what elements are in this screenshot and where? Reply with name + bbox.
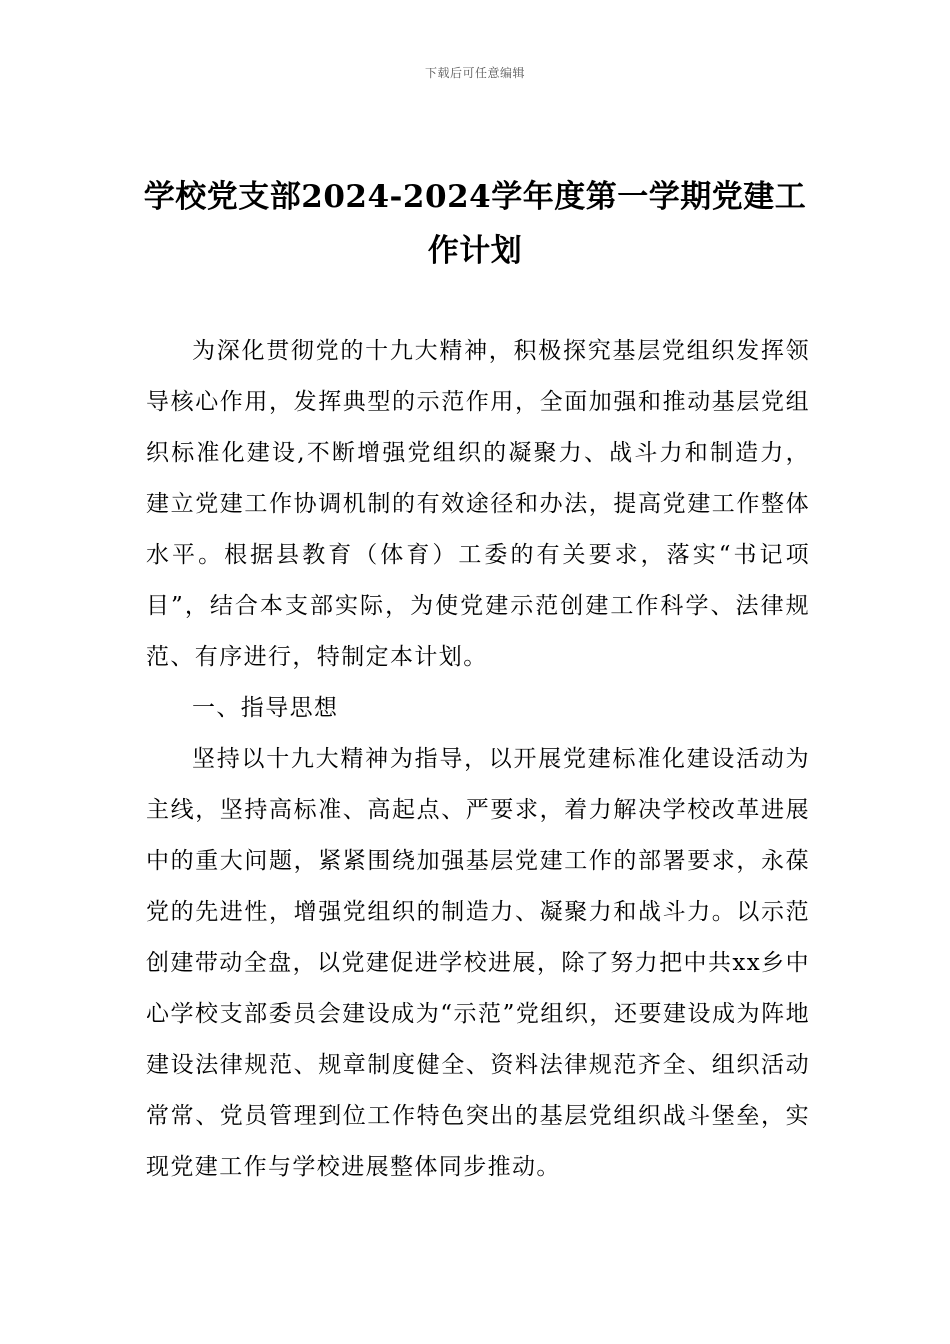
page-header-note: 下载后可任意编辑 <box>424 66 525 80</box>
intro-paragraph: 为深化贯彻党的十九大精神，积极探究基层党组织发挥领导核心作用，发挥典型的示范作用，全面加强和推动基层党组织标准化建设,不断增强党组织的凝聚力、战斗力和制造力，建立党建工作协调机制的有效途径和办法，提高党建工作整体水平。根据县教育（体育）工委的有关要求，落实“书记项目”，结合本支部实际，为使党建示范创建工作科学、法律规范、有序进行，特制定本计划。 <box>146 338 810 670</box>
section-heading-guiding-ideology: 一、指导思想 <box>192 695 339 721</box>
guiding-ideology-paragraph: 坚持以十九大精神为指导，以开展党建标准化建设活动为主线，坚持高标准、高起点、严要求，着力解决学校改革进展中的重大问题，紧紧围绕加强基层党建工作的部署要求，永葆党的先进性，增强党组织的制造力、凝聚力和战斗力。以示范创建带动全盘，以党建促进学校进展，除了努力把中共xx乡中心学校支部委员会建设成为“示范”党组织，还要建设成为阵地建设法律规范、规章制度健全、资料法律规范齐全、组织活动常常、党员管理到位工作特色突出的基层党组织战斗堡垒，实现党建工作与学校进展整体同步推动。 <box>146 746 810 1180</box>
document-title: 学校党支部2024-2024学年度第一学期党建工作计划 <box>143 179 807 269</box>
document-body <box>146 326 810 1193</box>
